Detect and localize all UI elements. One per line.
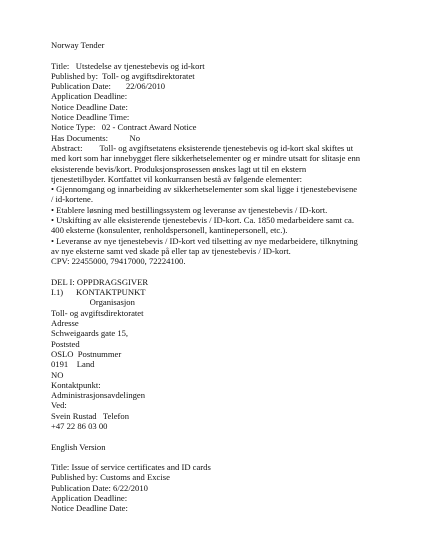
organisation-value: Toll- og avgiftsdirektoratet <box>51 307 144 318</box>
abstract-line: med kort som har innebygget flere sikkerhetselementer og er mindre utsatt for slitasje enn <box>51 153 361 164</box>
field-published-by: Published by: Toll- og avgiftsdirektoratet <box>51 70 195 81</box>
abstract-line: / id-kortene. <box>51 194 93 205</box>
document-header: Norway Tender <box>51 40 105 50</box>
abstract-line: • Utskifting av alle eksisterende tjenestebevis / ID-kort. Ca. 1850 medarbeidere samt ca. <box>51 215 354 226</box>
english-publication-date: Publication Date: 6/22/2010 <box>51 482 148 493</box>
document-page <box>51 40 391 514</box>
field-notice-deadline-time: Notice Deadline Time: <box>51 112 130 123</box>
person-line: Svein Rustad Telefon <box>51 410 130 421</box>
spacer <box>51 431 391 441</box>
english-heading: English Version <box>51 441 106 452</box>
field-has-documents: Has Documents: No <box>51 132 141 143</box>
abstract-line: tjenestetilbyder. Kortfattet vil konkurransen bestå av følgende elementer: <box>51 173 303 184</box>
land-line: 0191 Land <box>51 359 95 370</box>
abstract-line: • Leveranse av nye tjenestebevis / ID-kort ved tilsetting av nye medarbeidere, tilknytning <box>51 235 358 246</box>
address-label: Adresse <box>51 318 79 329</box>
field-publication-date: Publication Date: 22/06/2010 <box>51 81 166 92</box>
address-value: Schweigaards gate 15, <box>51 328 129 339</box>
abstract-line: Abstract: Toll- og avgiftsetatens eksisterende tjenestebevis og id-kort skal skiftes ut <box>51 142 354 153</box>
abstract-cpv: CPV: 22455000, 79417000, 72224100. <box>51 256 186 267</box>
english-title: Title: Issue of service certificates and ID cards <box>51 462 211 473</box>
abstract-line: • Etablere løsning med bestillingssystem og leveranse av tjenestebevis / ID-kort. <box>51 204 328 215</box>
section-subheading: I.1) KONTAKTPUNKT <box>51 287 146 298</box>
spacer <box>51 50 391 60</box>
field-application-deadline: Application Deadline: <box>51 91 128 102</box>
section-heading: DEL I: OPPDRAGSGIVER <box>51 276 149 287</box>
postnummer-line: OSLO Postnummer <box>51 348 122 359</box>
contact-value: Administrasjonsavdelingen <box>51 390 146 401</box>
field-notice-type: Notice Type: 02 - Contract Award Notice <box>51 122 197 133</box>
poststed-label: Poststed <box>51 338 80 349</box>
phone-value: +47 22 86 03 00 <box>51 420 108 431</box>
field-title: Title: Utstedelse av tjenestebevis og id-kort <box>51 60 205 71</box>
abstract-line: eksisterende bevis/kort. Produksjonsprosessen ønskes lagt ut til en ekstern <box>51 163 307 174</box>
english-published-by: Published by: Customs and Excise <box>51 472 170 483</box>
abstract-line: • Gjennomgang og innarbeiding av sikkerhetselementer som skal ligge i tjenestebevisene <box>51 184 358 195</box>
field-notice-deadline-date: Notice Deadline Date: <box>51 101 128 112</box>
english-notice-deadline-date: Notice Deadline Date: <box>51 503 128 514</box>
contact-label: Kontaktpunkt: <box>51 379 101 390</box>
english-application-deadline: Application Deadline: <box>51 493 128 504</box>
spacer <box>51 267 391 277</box>
ved-label: Ved: <box>51 400 67 411</box>
abstract-line: 400 eksterne (konsulenter, renholdspersonell, kantinepersonell, etc.). <box>51 225 288 236</box>
abstract-line: av nye eksterne samt ved skade på eller tap av tjenestebevis / ID-kort. <box>51 245 291 256</box>
country-value: NO <box>51 369 64 380</box>
organisation-label: Organisasjon <box>51 297 135 308</box>
spacer <box>51 452 391 462</box>
